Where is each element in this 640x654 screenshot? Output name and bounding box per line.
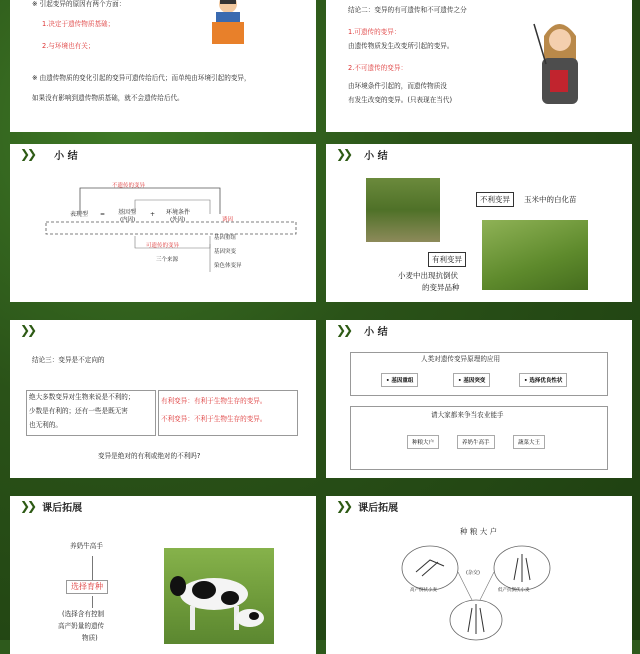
application-title: 人类对遗传变异原理的应用 bbox=[421, 355, 501, 363]
variation-diagram-lines bbox=[10, 144, 316, 302]
line: 由遗传物质发生改变所引起的变异。 bbox=[348, 42, 454, 50]
albino-corn-caption: 玉米中的白化苗 bbox=[524, 195, 577, 204]
slide-4[interactable] bbox=[326, 144, 632, 302]
phenotype-label: 表现型 bbox=[70, 211, 89, 218]
line: 结论二：变异的有可遗传和不可遗传之分 bbox=[348, 6, 467, 14]
source-item: 基因突变 bbox=[214, 249, 237, 255]
albino-corn-photo bbox=[366, 178, 440, 242]
method-pill: • 基因重组 bbox=[381, 373, 418, 387]
slide-header bbox=[10, 320, 316, 340]
trigger-label: 诱因 bbox=[222, 217, 234, 223]
line: 如果没有影响到遗传物质基础，就不会遗传给后代。 bbox=[32, 94, 184, 102]
slide-header bbox=[10, 496, 316, 516]
slide-3[interactable] bbox=[10, 144, 316, 302]
double-chevron-icon: ❯❯ bbox=[336, 147, 351, 161]
slide-header bbox=[326, 144, 632, 164]
method-pill: • 选择优良性状 bbox=[519, 373, 567, 387]
line: 少数是有利的；还有一些是既无害 bbox=[29, 407, 128, 415]
slide-title: 小 结 bbox=[364, 326, 388, 338]
selective-breeding-box: 选择育种 bbox=[66, 580, 108, 594]
conclusion-three: 结论三：变异是不定向的 bbox=[32, 356, 105, 364]
line: ※ 由遗传物质的变化引起的变异可遗传给后代；而单纯由环境引起的变异， bbox=[32, 74, 251, 82]
role-pill: 养奶牛高手 bbox=[457, 435, 495, 449]
favorable-key: 有利变异： bbox=[161, 397, 194, 405]
slide-8[interactable] bbox=[326, 496, 632, 654]
plus-sign: + bbox=[150, 211, 156, 218]
slide-6[interactable] bbox=[326, 320, 632, 478]
equals-sign: = bbox=[100, 211, 106, 218]
environment-label: 环境条件 bbox=[166, 209, 191, 216]
line: 也无利的。 bbox=[29, 421, 62, 429]
note-line1: (选择含有控制 bbox=[62, 610, 105, 618]
right-text-box bbox=[158, 390, 298, 436]
method-pill: • 基因突变 bbox=[453, 373, 490, 387]
slide-1[interactable] bbox=[10, 0, 316, 132]
favorable-variation-tag: 有利变异 bbox=[428, 252, 466, 267]
unfavorable-key: 不利变异： bbox=[161, 415, 194, 423]
genotype-sub: (内因) bbox=[120, 217, 136, 223]
slide-2[interactable] bbox=[326, 0, 632, 132]
cow-illustration bbox=[164, 548, 274, 644]
left-text-box bbox=[26, 390, 156, 436]
line: 1.可遗传的变异： bbox=[348, 28, 401, 36]
slide-title: 小 结 bbox=[364, 150, 388, 162]
line: 绝大多数变异对生物来说是不利的； bbox=[29, 393, 135, 401]
line: 有发生改变的变异。(只表现在当代) bbox=[348, 96, 453, 104]
connector bbox=[92, 556, 93, 580]
line: 由环境条件引起的，而遗传物质没 bbox=[348, 82, 447, 90]
heritable-label: 可遗传的变异 bbox=[146, 243, 180, 249]
line: 2.不可遗传的变异： bbox=[348, 64, 408, 72]
farmer-box bbox=[350, 406, 608, 470]
double-chevron-icon: ❯❯ bbox=[20, 147, 35, 161]
environment-sub: (外因) bbox=[170, 217, 186, 223]
favorable-definition bbox=[161, 397, 267, 407]
slide-title: 课后拓展 bbox=[42, 502, 83, 514]
slide-title: 课后拓展 bbox=[358, 502, 399, 514]
non-heritable-label: 不遗传的变异 bbox=[112, 183, 146, 189]
teacher-at-podium-illustration bbox=[198, 0, 258, 44]
role-pill: 蔬菜大王 bbox=[513, 435, 545, 449]
dairy-cow-photo bbox=[164, 548, 274, 644]
double-chevron-icon: ❯❯ bbox=[20, 499, 35, 513]
line: 1.决定于遗传物质基础； bbox=[42, 20, 115, 28]
connector bbox=[92, 596, 93, 608]
grain-farmer-heading: 种 粮 大 户 bbox=[460, 527, 498, 536]
teacher-with-pointer-illustration bbox=[524, 14, 594, 114]
source-item: 染色体变异 bbox=[214, 263, 242, 269]
expert-label: 养奶牛高手 bbox=[70, 542, 103, 550]
wheat-caption-line2: 的变异品种 bbox=[422, 283, 460, 292]
unfavorable-value: 不利于生物生存的变异。 bbox=[193, 415, 267, 423]
application-box bbox=[350, 352, 608, 396]
double-chevron-icon: ❯❯ bbox=[20, 323, 35, 337]
unfavorable-definition bbox=[161, 415, 267, 425]
question-text: 变异是绝对的有利或绝对的不利吗? bbox=[98, 452, 201, 460]
cross-label: (杂交) bbox=[466, 570, 480, 576]
genotype-label: 基因型 bbox=[118, 209, 137, 216]
double-chevron-icon: ❯❯ bbox=[336, 323, 351, 337]
right-wheat-caption: 低产抗倒伏小麦 bbox=[498, 588, 530, 593]
three-sources-label: 三个来源 bbox=[156, 257, 179, 263]
left-wheat-caption: 高产倒伏小麦 bbox=[410, 588, 437, 593]
farmer-title: 请大家都来争当农业能手 bbox=[431, 411, 504, 419]
double-chevron-icon: ❯❯ bbox=[336, 499, 351, 513]
slide-header bbox=[326, 320, 632, 340]
wheat-field-photo bbox=[482, 220, 588, 290]
note-line3: 物质) bbox=[82, 634, 98, 642]
slide-title: 小 结 bbox=[54, 150, 78, 162]
unfavorable-variation-tag: 不利变异 bbox=[476, 192, 514, 207]
role-pill: 种粮大户 bbox=[407, 435, 439, 449]
line: 2.与环境也有关； bbox=[42, 42, 95, 50]
favorable-value: 有利于生物生存的变异。 bbox=[193, 397, 267, 405]
slide-5[interactable] bbox=[10, 320, 316, 478]
slide-7[interactable] bbox=[10, 496, 316, 654]
wheat-caption-line1: 小麦中出现抗倒伏 bbox=[398, 271, 458, 280]
source-item: 基因重组 bbox=[214, 235, 237, 241]
note-line2: 高产奶量的遗传 bbox=[58, 622, 105, 630]
line: ※ 引起变异的原因有两个方面： bbox=[32, 0, 126, 8]
